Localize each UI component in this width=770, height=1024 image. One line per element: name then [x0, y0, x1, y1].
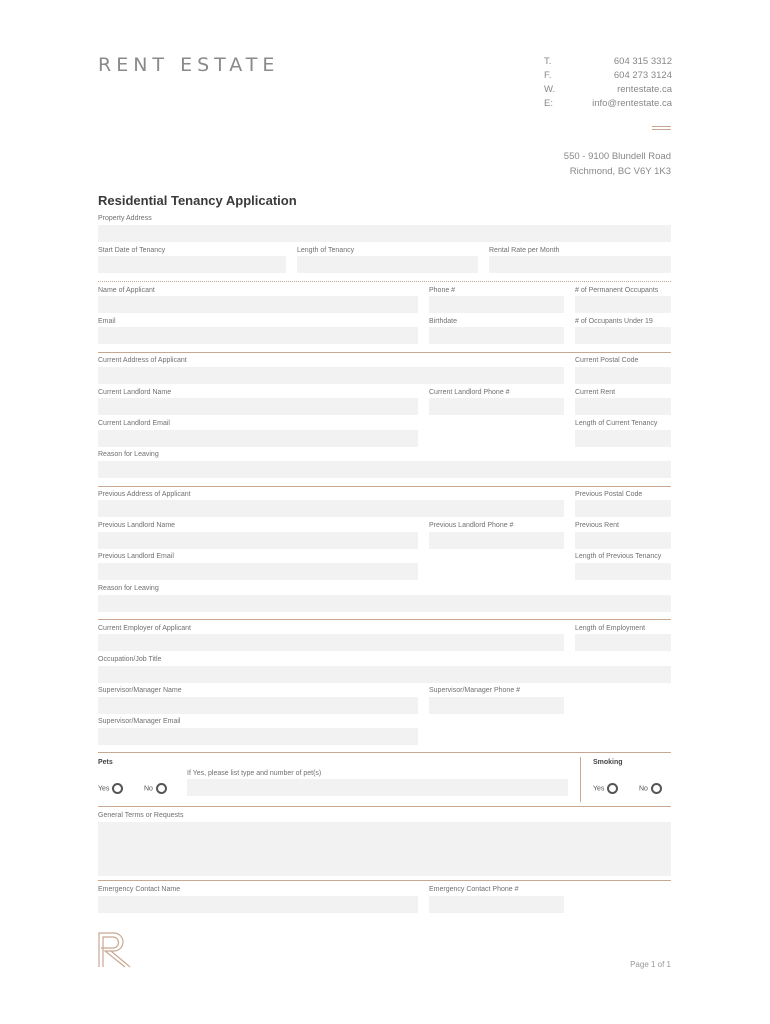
previous-rent-label: Previous Rent	[575, 522, 619, 529]
length-tenancy-field[interactable]	[297, 256, 478, 273]
pets-yes-label: Yes	[98, 785, 110, 793]
occupants-under-19-label: # of Occupants Under 19	[575, 318, 653, 325]
previous-rent-field[interactable]	[575, 532, 671, 549]
reason-leaving-label: Reason for Leaving	[98, 451, 159, 458]
divider-dash	[652, 126, 671, 127]
length-previous-tenancy-label: Length of Previous Tenancy	[575, 553, 662, 560]
emergency-name-label: Emergency Contact Name	[98, 886, 181, 893]
contact-fax-key: F.	[544, 70, 552, 81]
current-rent-label: Current Rent	[575, 389, 616, 396]
section-divider	[98, 281, 671, 282]
pets-no-label: No	[144, 785, 153, 793]
birthdate-label: Birthdate	[429, 318, 458, 325]
permanent-occupants-label: # of Permanent Occupants	[575, 287, 659, 294]
pets-details-field[interactable]	[187, 779, 568, 796]
emergency-phone-field[interactable]	[429, 896, 564, 913]
current-landlord-phone-field[interactable]	[429, 398, 564, 415]
occupants-under-19-field[interactable]	[575, 327, 671, 344]
contact-fax-value: 604 273 3124	[613, 70, 672, 81]
contact-email-key: E:	[544, 98, 553, 109]
pets-yes-option[interactable]	[98, 783, 123, 794]
office-address-line1: 550 - 9100 Blundell Road	[563, 151, 671, 162]
contact-email-value[interactable]: info@rentestate.ca	[592, 98, 672, 109]
previous-landlord-email-label: Previous Landlord Email	[98, 553, 174, 560]
reason-leaving-label: Reason for Leaving	[98, 585, 159, 592]
phone-field[interactable]	[429, 296, 564, 313]
smoking-no-option[interactable]	[639, 783, 662, 794]
contact-web-value[interactable]: rentestate.ca	[617, 84, 672, 95]
office-address-line2: Richmond, BC V6Y 1K3	[569, 166, 671, 177]
email-field[interactable]	[98, 327, 418, 344]
brand-wordmark: RENT ESTATE	[98, 54, 280, 76]
smoking-label: Smoking	[593, 759, 623, 766]
previous-address-label: Previous Address of Applicant	[98, 491, 191, 498]
section-divider	[98, 619, 671, 620]
general-terms-field[interactable]	[98, 822, 671, 876]
pets-no-option[interactable]	[144, 783, 167, 794]
rental-rate-label: Rental Rate per Month	[489, 247, 560, 254]
form-title: Residential Tenancy Application	[98, 193, 297, 208]
property-address-field[interactable]	[98, 225, 671, 242]
contact-phone-key: T.	[544, 56, 552, 67]
email-label: Email	[98, 318, 116, 325]
current-landlord-email-field[interactable]	[98, 430, 418, 447]
length-tenancy-label: Length of Tenancy	[297, 247, 355, 254]
previous-landlord-phone-label: Previous Landlord Phone #	[429, 522, 514, 529]
occupation-label: Occupation/Job Title	[98, 656, 162, 663]
pets-details-label: If Yes, please list type and number of pet(s)	[187, 770, 322, 777]
pets-no-radio[interactable]	[156, 783, 167, 794]
current-address-field[interactable]	[98, 367, 564, 384]
pets-yes-radio[interactable]	[112, 783, 123, 794]
smoking-yes-option[interactable]	[593, 783, 618, 794]
reason-leaving-field[interactable]	[98, 595, 671, 612]
length-employment-label: Length of Employment	[575, 625, 646, 632]
current-employer-field[interactable]	[98, 634, 564, 651]
current-landlord-name-label: Current Landlord Name	[98, 389, 172, 396]
occupation-field[interactable]	[98, 666, 671, 683]
supervisor-name-label: Supervisor/Manager Name	[98, 687, 182, 694]
length-current-tenancy-field[interactable]	[575, 430, 671, 447]
r-monogram-logo	[98, 932, 132, 968]
current-landlord-name-field[interactable]	[98, 398, 418, 415]
supervisor-email-label: Supervisor/Manager Email	[98, 718, 181, 725]
general-terms-label: General Terms or Requests	[98, 812, 184, 819]
current-postal-label: Current Postal Code	[575, 357, 639, 364]
current-address-label: Current Address of Applicant	[98, 357, 187, 364]
pets-smoking-divider	[580, 757, 581, 802]
previous-address-field[interactable]	[98, 500, 564, 517]
previous-landlord-name-field[interactable]	[98, 532, 418, 549]
supervisor-phone-field[interactable]	[429, 697, 564, 714]
supervisor-email-field[interactable]	[98, 728, 418, 745]
contact-web-key: W.	[544, 84, 556, 95]
current-employer-label: Current Employer of Applicant	[98, 625, 191, 632]
supervisor-name-field[interactable]	[98, 697, 418, 714]
section-divider	[98, 752, 671, 753]
start-date-field[interactable]	[98, 256, 286, 273]
previous-postal-field[interactable]	[575, 500, 671, 517]
previous-landlord-phone-field[interactable]	[429, 532, 564, 549]
start-date-label: Start Date of Tenancy	[98, 247, 166, 254]
smoking-yes-radio[interactable]	[607, 783, 618, 794]
current-rent-field[interactable]	[575, 398, 671, 415]
pets-label: Pets	[98, 759, 113, 766]
reason-leaving-field[interactable]	[98, 461, 671, 478]
current-landlord-email-label: Current Landlord Email	[98, 420, 170, 427]
permanent-occupants-field[interactable]	[575, 296, 671, 313]
current-landlord-phone-label: Current Landlord Phone #	[429, 389, 510, 396]
section-divider	[98, 806, 671, 807]
section-divider	[98, 880, 671, 881]
page-number: Page 1 of 1	[630, 960, 671, 969]
phone-label: Phone #	[429, 287, 456, 294]
supervisor-phone-label: Supervisor/Manager Phone #	[429, 687, 521, 694]
contact-phone-value: 604 315 3312	[613, 56, 672, 67]
smoking-no-label: No	[639, 785, 648, 793]
length-current-tenancy-label: Length of Current Tenancy	[575, 420, 658, 427]
current-postal-field[interactable]	[575, 367, 671, 384]
emergency-name-field[interactable]	[98, 896, 418, 913]
birthdate-field[interactable]	[429, 327, 564, 344]
previous-postal-label: Previous Postal Code	[575, 491, 643, 498]
length-previous-tenancy-field[interactable]	[575, 563, 671, 580]
length-employment-field[interactable]	[575, 634, 671, 651]
section-divider	[98, 486, 671, 487]
smoking-no-radio[interactable]	[651, 783, 662, 794]
property-address-label: Property Address	[98, 215, 152, 222]
previous-landlord-name-label: Previous Landlord Name	[98, 522, 176, 529]
emergency-phone-label: Emergency Contact Phone #	[429, 886, 519, 893]
name-applicant-field[interactable]	[98, 296, 418, 313]
name-applicant-label: Name of Applicant	[98, 287, 155, 294]
divider-dash	[652, 129, 671, 130]
smoking-yes-label: Yes	[593, 785, 605, 793]
previous-landlord-email-field[interactable]	[98, 563, 418, 580]
rental-rate-field[interactable]	[489, 256, 671, 273]
section-divider	[98, 352, 671, 353]
